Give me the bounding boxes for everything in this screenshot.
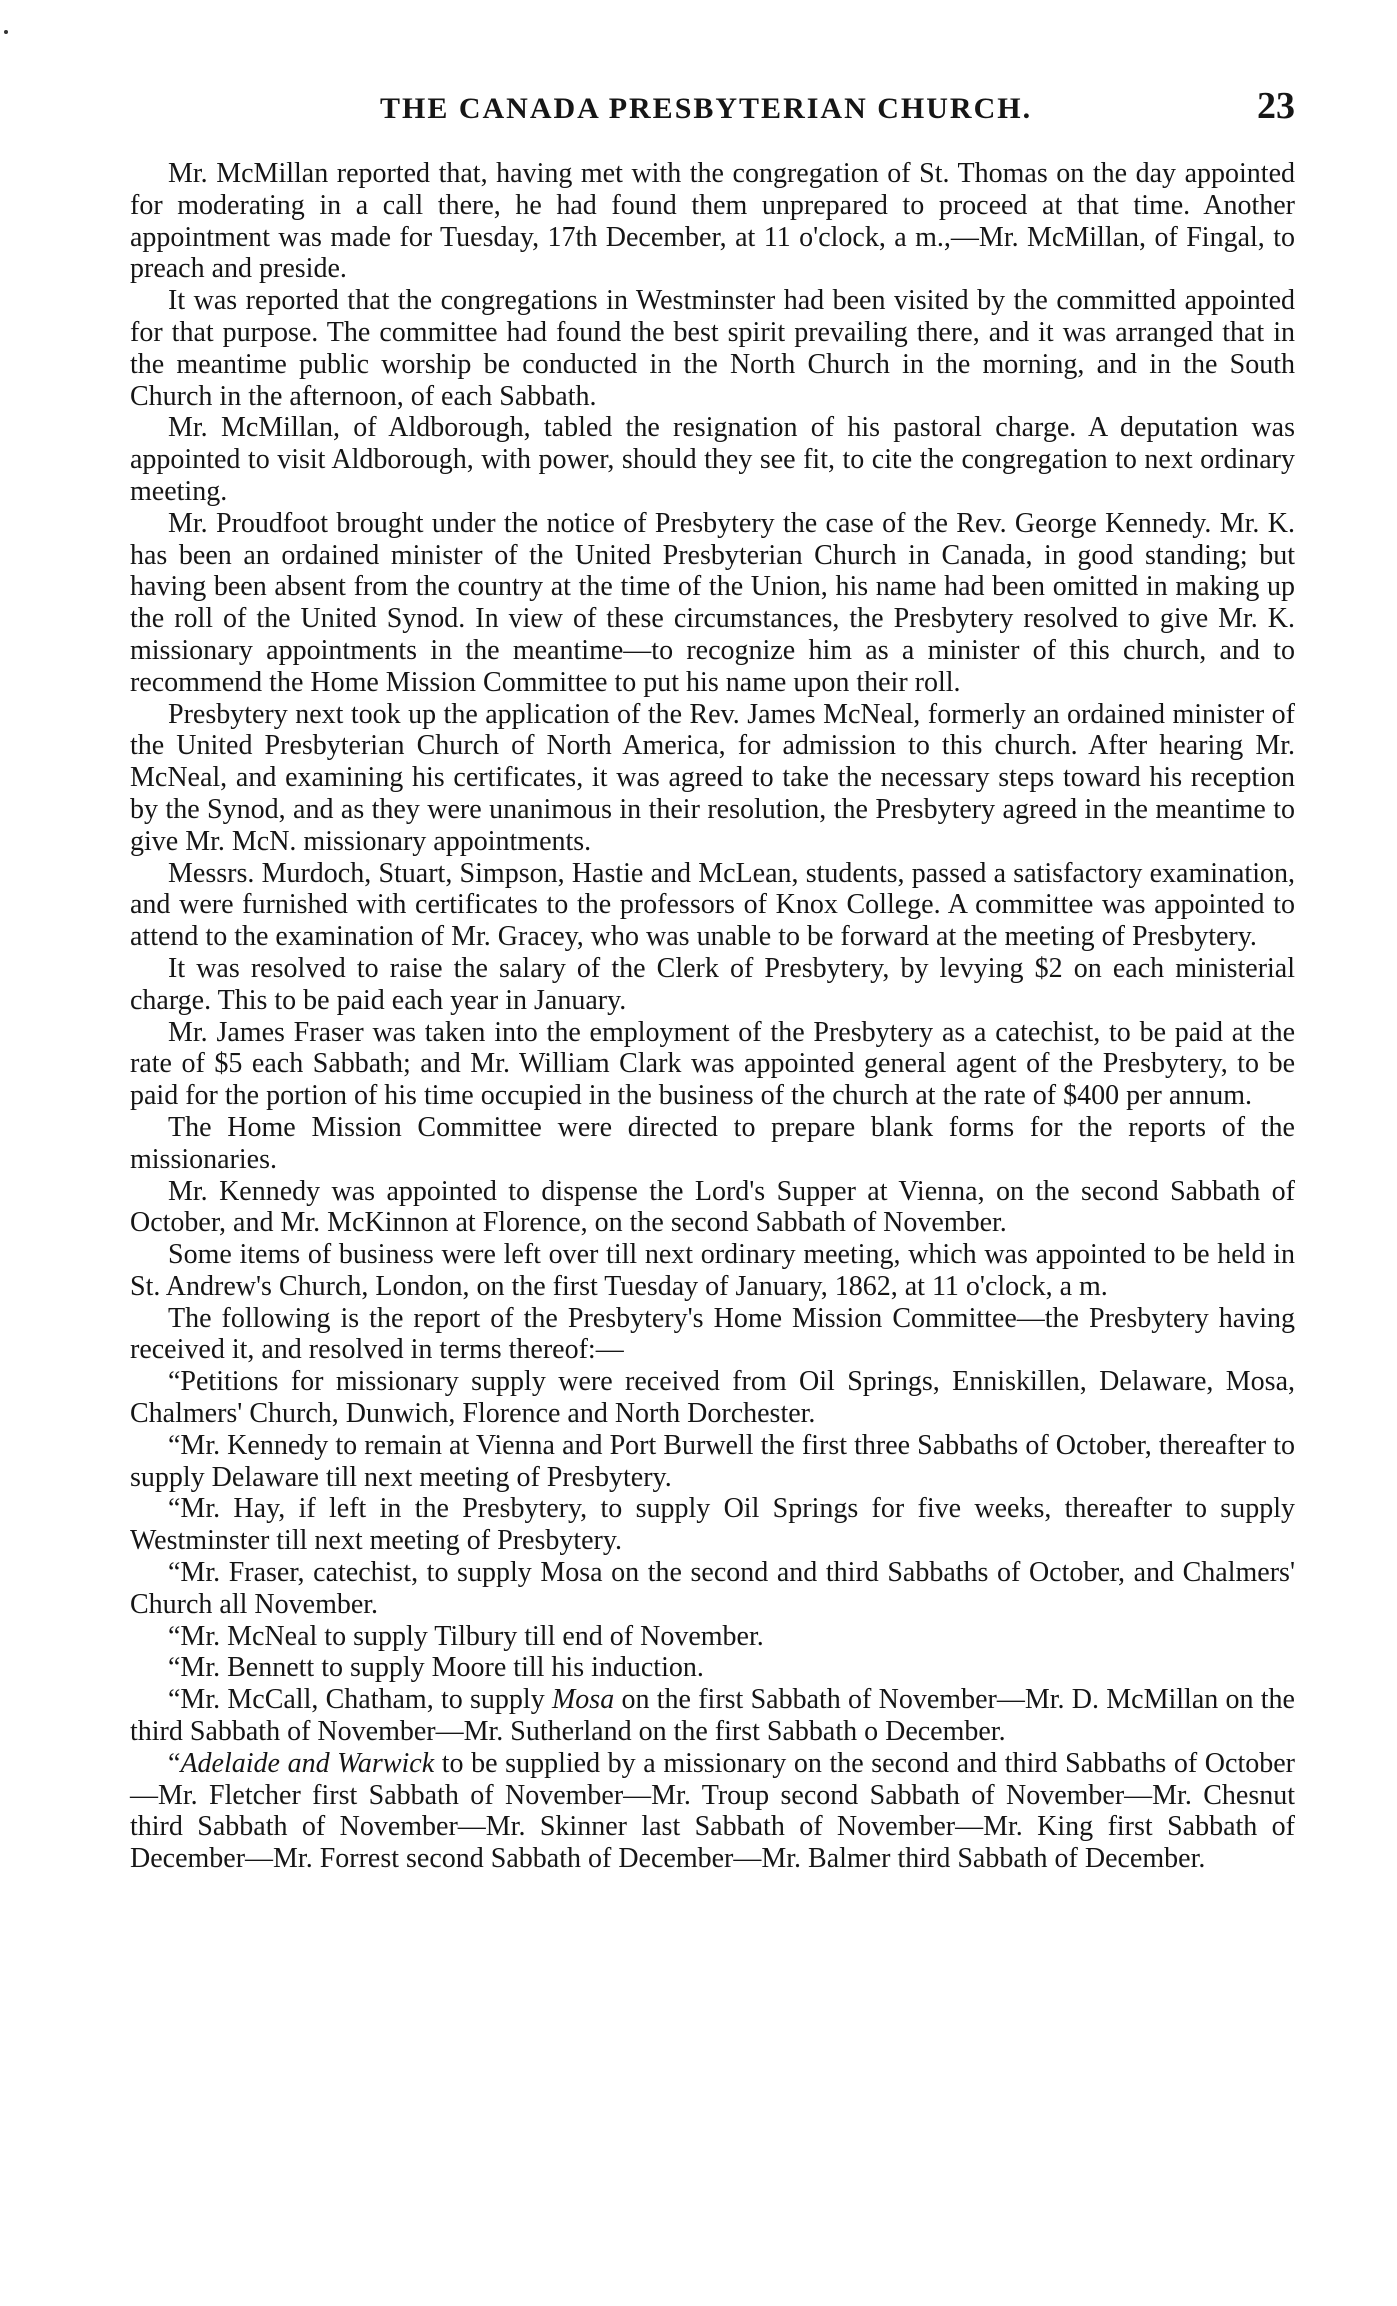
paragraph-rest: on the first Sabbath of November—Mr. D. McMillan on the third Sabbath of November—Mr. Sutherland on the first Sabbath o December. (130, 1684, 1295, 1748)
paragraph: It was resolved to raise the salary of the Clerk of Presbytery, by levying $2 on each ministerial charge. This to be paid each year in January. (130, 952, 1295, 1016)
page-number: 23 (1257, 85, 1295, 127)
report-paragraph: “Mr. Bennett to supply Moore till his induction. (168, 1652, 704, 1684)
report-paragraph: “Mr. McNeal to supply Tilbury till end of November. (168, 1620, 764, 1652)
paragraph: Mr. McMillan reported that, having met with the congregation of St. Thomas on the day appointed for moderating in a call there, he had found them unprepared to proceed at that time. Another appointment was made for Tuesday, 17th December, at 11 o'clock, a m.,—Mr. McMillan, of Fingal, to preach and preside. (130, 158, 1295, 285)
page-body (130, 158, 1295, 1875)
report-paragraph-mosa (130, 1684, 1295, 1748)
paragraph: The Home Mission Committee were directed to prepare blank forms for the reports of the missionaries. (130, 1111, 1295, 1175)
quote-open: “ (168, 1747, 181, 1779)
paragraph: It was reported that the congregations in Westminster had been visited by the committed appointed for that purpose. The committee had found the best spirit prevailing there, and it was arranged that in the meantime public worship be conducted in the North Church in the morning, and in the South Church in the afternoon, of each Sabbath. (130, 285, 1295, 412)
paragraph: Mr. Kennedy was appointed to dispense the Lord's Supper at Vienna, on the second Sabbath of October, and Mr. McKinnon at Florence, on the second Sabbath of November. (130, 1175, 1295, 1239)
paragraph: The following is the report of the Presbytery's Home Mission Committee—the Presbytery having received it, and resolved in terms thereof:— (130, 1302, 1295, 1366)
paragraph: Messrs. Murdoch, Stuart, Simpson, Hastie and McLean, students, passed a satisfactory examination, and were furnished with certificates to the professors of Knox College. A committee was appointed to attend to the examination of Mr. Gracey, who was unable to be forward at the meeting of Presbytery. (130, 857, 1295, 953)
report-paragraph-adelaide (130, 1748, 1295, 1875)
page-header (130, 84, 1295, 136)
running-title: THE CANADA PRESBYTERIAN CHURCH. (380, 92, 1033, 125)
paragraph: Mr. Proudfoot brought under the notice of Presbytery the case of the Rev. George Kennedy. Mr. K. has been an ordained minister of the United Presbyterian Church in Canada, in good standing; but having been absent from the country at the time of the Union, his name had been omitted in making up the roll of the United Synod. In view of these circumstances, the Presbytery resolved to give Mr. K. missionary appointments in the meantime—to recognize him as a minister of this church, and to recommend the Home Mission Committee to put his name upon their roll. (130, 507, 1295, 698)
paragraph-lead: “Mr. McCall, Chatham, to supply (168, 1684, 552, 1716)
paragraph: Presbytery next took up the application of the Rev. James McNeal, formerly an ordained minister of the United Presbyterian Church of North America, for admission to this church. After hearing Mr. McNeal, and examining his certificates, it was agreed to take the necessary steps toward his reception by the Synod, and as they were unanimous in their resolution, the Presbytery agreed in the meantime to give Mr. McN. missionary appointments. (130, 698, 1295, 857)
report-paragraph: “Mr. Fraser, catechist, to supply Mosa on the second and third Sabbaths of October, and Chalmers' Church all November. (130, 1557, 1295, 1620)
report-paragraph: “Petitions for missionary supply were received from Oil Springs, Enniskillen, Delaware, Mosa, Chalmers' Church, Dunwich, Florence and North Dorchester. (130, 1366, 1295, 1430)
place-name-italic: Mosa (551, 1684, 615, 1716)
place-name-italic: Adelaide and Warwick (180, 1747, 435, 1779)
paragraph: Mr. McMillan, of Aldborough, tabled the resignation of his pastoral charge. A deputation was appointed to visit Aldborough, with power, should they see fit, to cite the congregation to next ordinary meeting. (130, 412, 1295, 507)
paragraph-rest: to be supplied by a missionary on the second and third Sabbaths of October—Mr. Fletcher first Sabbath of November—Mr. Troup second Sabbath of November—Mr. Chesnut third Sabbath of November—Mr. Skinner last Sabbath of November—Mr. King first Sabbath of December—Mr. Forrest second Sabbath of December—Mr. Balmer third Sabbath of December. (130, 1747, 1295, 1875)
paragraph: Some items of business were left over till next ordinary meeting, which was appointed to be held in St. Andrew's Church, London, on the first Tuesday of January, 1862, at 11 o'clock, a m. (130, 1239, 1295, 1302)
report-paragraph: “Mr. Hay, if left in the Presbytery, to supply Oil Springs for five weeks, thereafter to supply Westminster till next meeting of Presbytery. (130, 1493, 1295, 1557)
paragraph: Mr. James Fraser was taken into the employment of the Presbytery as a catechist, to be paid at the rate of $5 each Sabbath; and Mr. William Clark was appointed general agent of the Presbytery, to be paid for the portion of his time occupied in the business of the church at the rate of $400 per annum. (130, 1016, 1295, 1112)
report-paragraph: “Mr. Kennedy to remain at Vienna and Port Burwell the first three Sabbaths of October, thereafter to supply Delaware till next meeting of Presbytery. (130, 1429, 1295, 1493)
stray-ink-mark (4, 30, 8, 34)
